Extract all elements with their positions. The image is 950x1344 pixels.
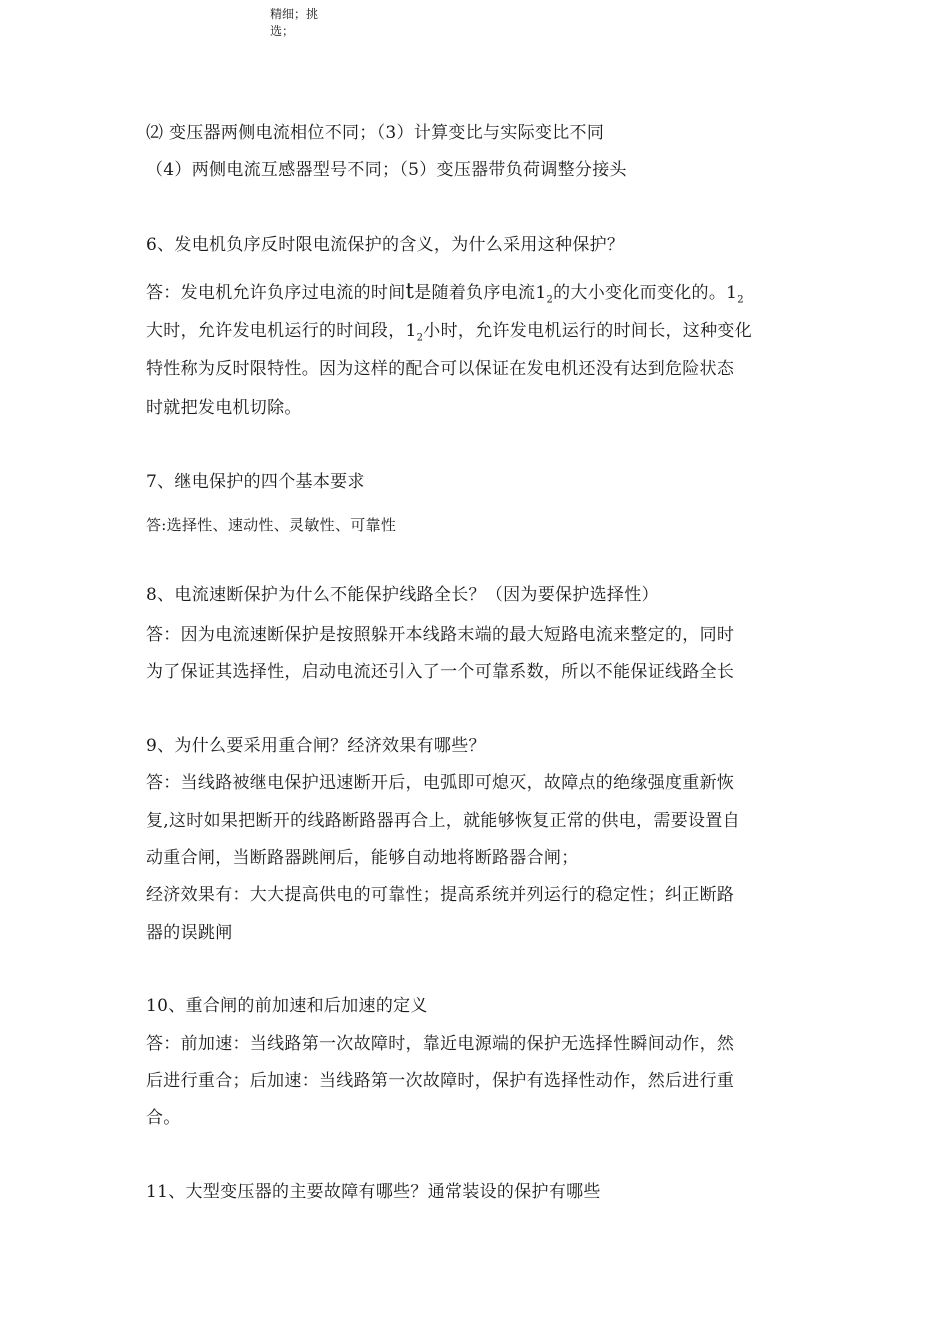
answer-10-line: 合。 <box>146 1108 181 1128</box>
answer-8-line: 答：因为电流速断保护是按照躲开本线路末端的最大短路电流来整定的，同时 <box>146 625 735 645</box>
answer-6-line: 时就把发电机切除。 <box>146 398 302 418</box>
question-6-title: 6、发电机负序反时限电流保护的含义，为什么采用这种保护？ <box>146 235 625 255</box>
question-11-title: 11、大型变压器的主要故障有哪些？通常装设的保护有哪些 <box>146 1182 601 1202</box>
answer-10-line: 后进行重合；后加速：当线路第一次故障时，保护有选择性动作，然后进行重 <box>146 1071 735 1091</box>
answer-9-line: 答：当线路被继电保护迅速断开后，电弧即可熄灭，故障点的绝缘强度重新恢 <box>146 773 735 793</box>
header-note <box>270 6 330 40</box>
header-note-line: 选； <box>270 24 295 38</box>
answer-9-line: 复,这时如果把断开的线路断路器再合上，就能够恢复正常的供电，需要设置自 <box>146 811 740 831</box>
question-9-title: 9、为什么要采用重合闸？经济效果有哪些？ <box>146 736 486 756</box>
answer-7: 答:选择性、速动性、灵敏性、可靠性 <box>146 516 397 534</box>
answer-6-line: 特性称为反时限特性。因为这样的配合可以保证在发电机还没有达到危险状态 <box>146 359 735 379</box>
answer-9-line: 器的误跳闸 <box>146 923 233 943</box>
question-8-title: 8、电流速断保护为什么不能保护线路全长？（因为要保护选择性） <box>146 585 659 605</box>
answer-9-line: 动重合闸，当断路器跳闸后，能够自动地将断路器合闸； <box>146 848 579 868</box>
question-7-title: 7、继电保护的四个基本要求 <box>146 472 365 492</box>
intro-line: （4）两侧电流互感器型号不同；（5）变压器带负荷调整分接头 <box>146 160 627 180</box>
intro-line: ⑵ 变压器两侧电流相位不同；（3）计算变比与实际变比不同 <box>146 123 605 143</box>
question-10-title: 10、重合闸的前加速和后加速的定义 <box>146 996 428 1016</box>
answer-10-line: 答：前加速：当线路第一次故障时，靠近电源端的保护无选择性瞬间动作，然 <box>146 1034 735 1054</box>
answer-6-line: 答：发电机允许负序过电流的时间t是随着负序电流$1_2$的大小变化而变化的。$1_2$ <box>146 279 744 306</box>
header-note-line: 精细；挑 <box>270 7 319 21</box>
answer-6-line: 大时，允许发电机运行的时间段，$1_2$小时，允许发电机运行的时间长，这种变化 <box>146 321 752 344</box>
answer-9-line: 经济效果有：大大提高供电的可靠性；提高系统并列运行的稳定性；纠正断路 <box>146 885 735 905</box>
answer-8-line: 为了保证其选择性，启动电流还引入了一个可靠系数，所以不能保证线路全长 <box>146 662 735 682</box>
